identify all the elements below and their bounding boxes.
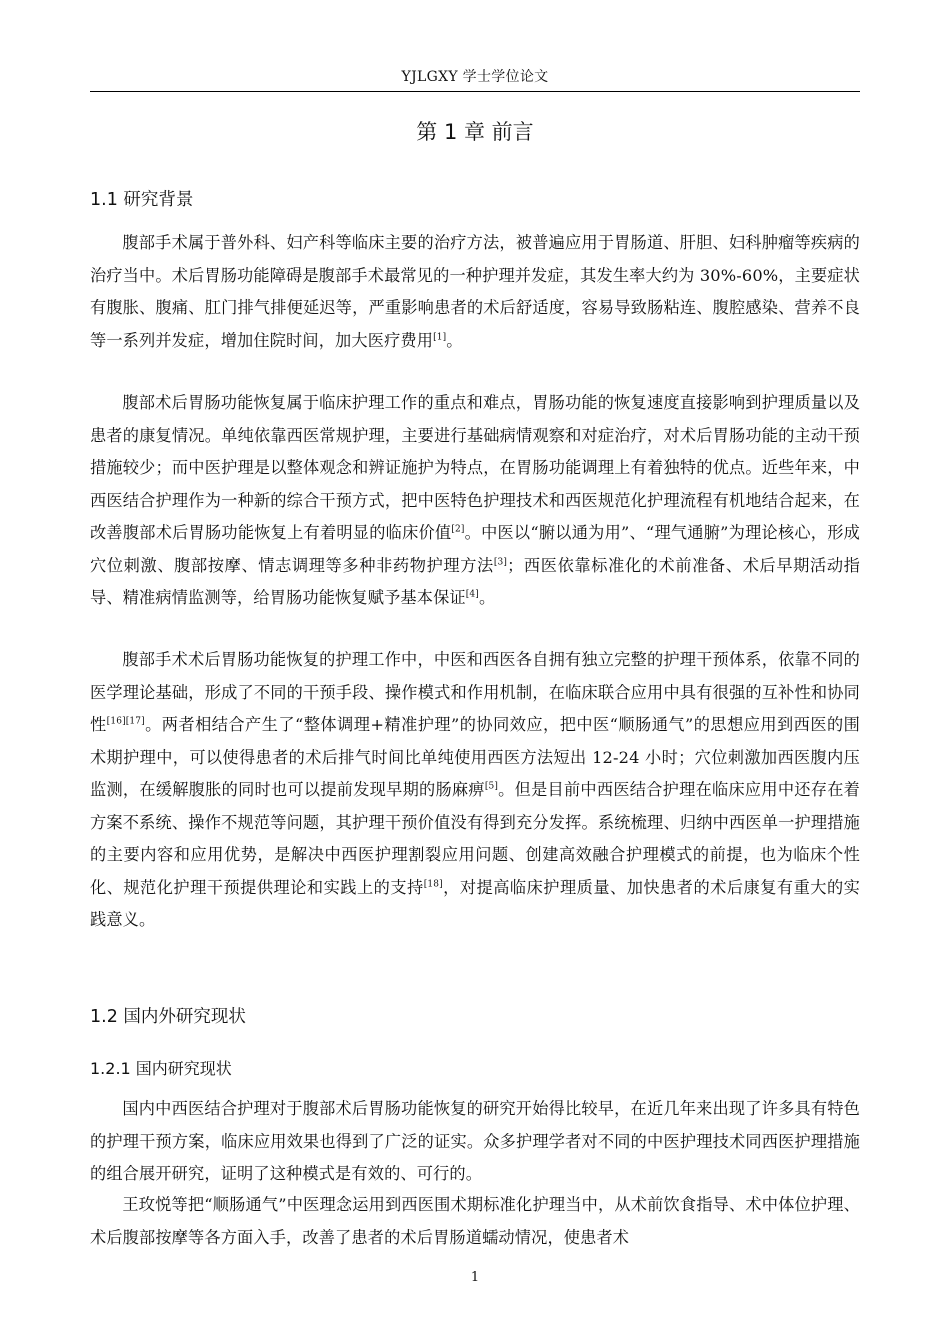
citation: [1] — [433, 332, 447, 343]
paragraph-2 — [90, 387, 860, 615]
citation: [18] — [423, 879, 443, 890]
citation: [16][17] — [106, 716, 145, 727]
paragraph-text: 。 — [446, 330, 463, 350]
section-heading-1-2: 1.2 国内外研究现状 — [90, 1007, 246, 1027]
section-heading-1-1: 1.1 研究背景 — [90, 190, 194, 210]
paragraph-text: 腹部手术属于普外科、妇产科等临床主要的治疗方法，被普遍应用于胃肠道、肝胆、妇科肿瘤等疾病的治疗当中。术后胃肠功能障碍是腹部手术最常见的一种护理并发症，其发生率大约为 30%-60%，主要症状有腹胀、腹痛、肛门排气排便延迟等，严重影响患者的术后舒适度，容易导致肠粘连、腹腔感染、营养不良等一系列并发症，增加住院时间，加大医疗费用 — [90, 233, 860, 350]
paragraph-text: 国内中西医结合护理对于腹部术后胃肠功能恢复的研究开始得比较早，在近几年来出现了许多具有特色的护理干预方案，临床应用效果也得到了广泛的证实。众多护理学者对不同的中医护理技术同西医护理措施的组合展开研究，证明了这种模式是有效的、可行的。 — [90, 1099, 860, 1183]
citation: [2] — [451, 524, 465, 535]
paragraph-text: ；西医依靠标准化的术前准备、术后早期活动指导、精准病情监测等，给胃肠功能恢复赋予基本保证 — [90, 555, 860, 607]
paragraph-text: 。中医以“腑以通为用”、“理气通腑”为理论核心，形成穴位刺激、腹部按摩、情志调理等多种非药物护理方法 — [90, 523, 860, 575]
paragraph-text: 。两者相结合产生了“整体调理+精准护理”的协同效应，把中医“顺肠通气”的思想应用到西医的围术期护理中，可以使得患者的术后排气时间比单纯使用西医方法短出 12-24 小时；穴位刺激加西医腹内压监测，在缓解腹胀的同时也可以提前发现早期的肠麻痹 — [90, 715, 860, 799]
subsection-heading-1-2-1: 1.2.1 国内研究现状 — [90, 1059, 232, 1078]
paragraph-3 — [90, 644, 860, 937]
paragraph-text: 王玫悦等把“顺肠通气”中医理念运用到西医围术期标准化护理当中，从术前饮食指导、术中体位护理、术后腹部按摩等各方面入手，改善了患者的术后胃肠道蠕动情况，使患者术 — [90, 1195, 860, 1247]
page-number: 1 — [470, 1270, 480, 1285]
paragraph-text: 腹部手术术后胃肠功能恢复的护理工作中，中医和西医各自拥有独立完整的护理干预体系，依靠不同的医学理论基础，形成了不同的干预手段、操作模式和作用机制，在临床联合应用中具有很强的互补性和协同性 — [90, 650, 860, 734]
paragraph-text: 。 — [478, 588, 496, 607]
citation: [4] — [465, 589, 479, 600]
paragraph-5 — [90, 1189, 860, 1254]
paragraph-text: 腹部术后胃肠功能恢复属于临床护理工作的重点和难点，胃肠功能的恢复速度直接影响到护理质量以及患者的康复情况。单纯依靠西医常规护理，主要进行基础病情观察和对症治疗，对术后胃肠功能的主动干预措施较少；而中医护理是以整体观念和辨证施护为特点，在胃肠功能调理上有着独特的优点。近些年来，中西医结合护理作为一种新的综合干预方式，把中医特色护理技术和西医规范化护理流程有机地结合起来，在改善腹部术后胃肠功能恢复上有着明显的临床价值 — [90, 393, 860, 542]
paragraph-4 — [90, 1093, 860, 1191]
citation: [3] — [493, 557, 508, 568]
chapter-title: 第 1 章 前言 — [416, 120, 534, 144]
paragraph-text: ，对提高临床护理质量、加快患者的术后康复有重大的实践意义。 — [90, 877, 861, 929]
running-header: YJLGXY 学士学位论文 — [401, 69, 549, 85]
paragraph-1 — [90, 227, 860, 357]
paragraph-text: 。但是目前中西医结合护理在临床应用中还存在着方案不系统、操作不规范等问题，其护理干预价值没有得到充分发挥。系统梳理、归纳中西医单一护理措施的主要内容和应用优势，是解决中西医护理割裂应用问题、创建高效融合护理模式的前提，也为临床个性化、规范化护理干预提供理论和实践上的支持 — [90, 780, 860, 897]
citation: [5] — [484, 781, 499, 792]
header-rule — [90, 91, 860, 92]
